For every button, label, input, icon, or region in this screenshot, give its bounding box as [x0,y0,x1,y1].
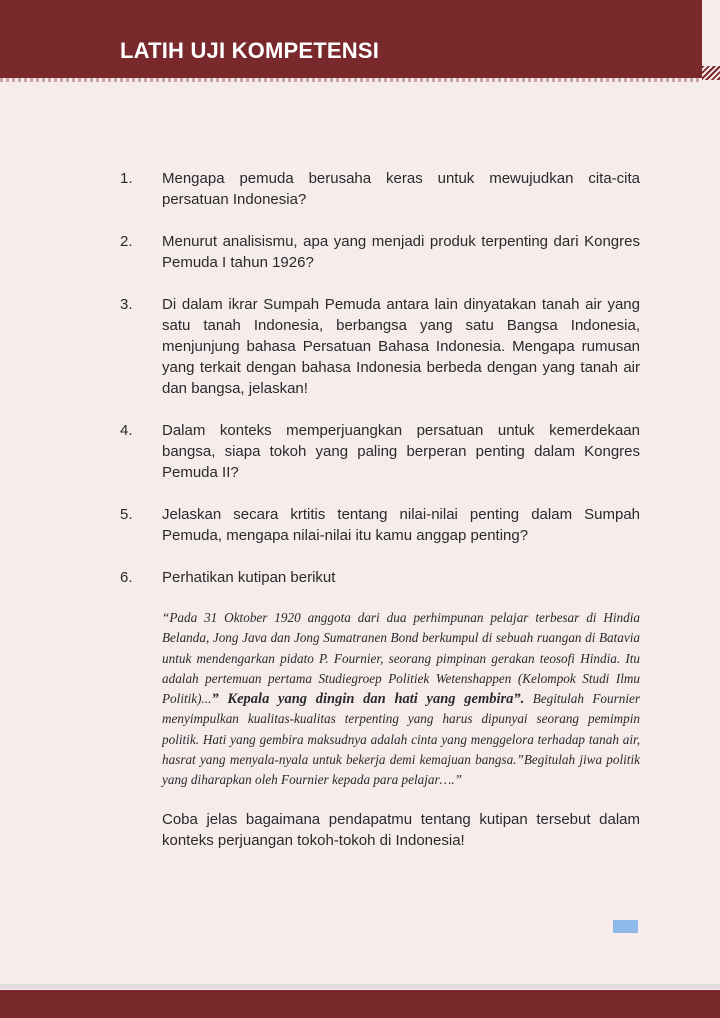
question-text: Mengapa pemuda berusaha keras untuk mewujudkan cita-cita persatuan Indonesia? [162,170,640,208]
question-text: Perhatikan kutipan berikut [162,569,336,586]
footer-band [0,990,720,1018]
question-number: 3. [120,296,133,313]
followup-prompt: Coba jelas bagaimana pendapatmu tentang kutipan tersebut dalam konteks perjuangan tokoh-tokoh di Indonesia! [162,810,640,849]
question-item [120,231,640,273]
question-item [120,567,640,851]
question-number: 4. [120,422,133,439]
question-number: 1. [120,170,133,187]
quote-block [162,608,640,791]
question-text: Menurut analisismu, apa yang menjadi produk terpenting dari Kongres Pemuda I tahun 1926? [162,233,640,271]
question-text: Dalam konteks memperjuangkan persatuan untuk kemerdekaan bangsa, siapa tokoh yang paling berperan penting dalam Kongres Pemuda II? [162,422,640,481]
quote-text-part1: “Pada 31 Oktober 1920 anggota dari dua perhimpunan pelajar terbesar di Hindia Belanda, Jong Java dan Jong Sumatranen Bond berkumpul di sebuah ruangan di Batavia untuk mendengarkan pidato P. Fournier, seorang pimpinan gerakan teosofi Hindia. Itu adalah pertemuan pertama Studiegroep Politiek Wetenshappen (Kelompok Studi Ilmu Politik)... [162,610,640,707]
hatch-decoration [702,66,720,80]
page-title: LATIH UJI KOMPETENSI [120,38,380,63]
question-item [120,504,640,546]
question-list [120,168,640,872]
question-item [120,168,640,210]
quote-text-part2: Begitulah Fournier menyimpulkan kualitas-kualitas terpenting yang harus dipunyai seorang pemimpin politik. Hati yang gembira maksudnya adalah cinta yang menggelora terhadap tanah air, hasrat yang menyala-nyala untuk bekerja demi kemajuan bangsa.”Begitulah jiwa politik yang diharapkan oleh Fournier kepada para pelajar….” [162,691,640,788]
footer-rule [0,984,720,989]
question-number: 6. [120,569,133,586]
question-text: Di dalam ikrar Sumpah Pemuda antara lain dinyatakan tanah air yang satu tanah Indonesia, berbangsa yang satu Bangsa Indonesia, menjunjung bahasa Persatuan Bahasa Indonesia. Mengapa rumusan yang terkait dengan bahasa Indonesia berbeda dengan yang tanah air dan bangsa, jelaskan! [162,296,640,397]
dotted-divider [0,78,702,82]
header-notch [702,0,720,66]
header-band [0,0,702,78]
page-marker [613,920,638,933]
question-number: 5. [120,506,133,523]
question-item [120,420,640,483]
quote-bold-phrase: ” Kepala yang dingin dan hati yang gembira”. [211,691,525,708]
question-item [120,294,640,399]
question-text: Jelaskan secara krtitis tentang nilai-nilai penting dalam Sumpah Pemuda, mengapa nilai-nilai itu kamu anggap penting? [162,506,640,544]
question-number: 2. [120,233,133,250]
